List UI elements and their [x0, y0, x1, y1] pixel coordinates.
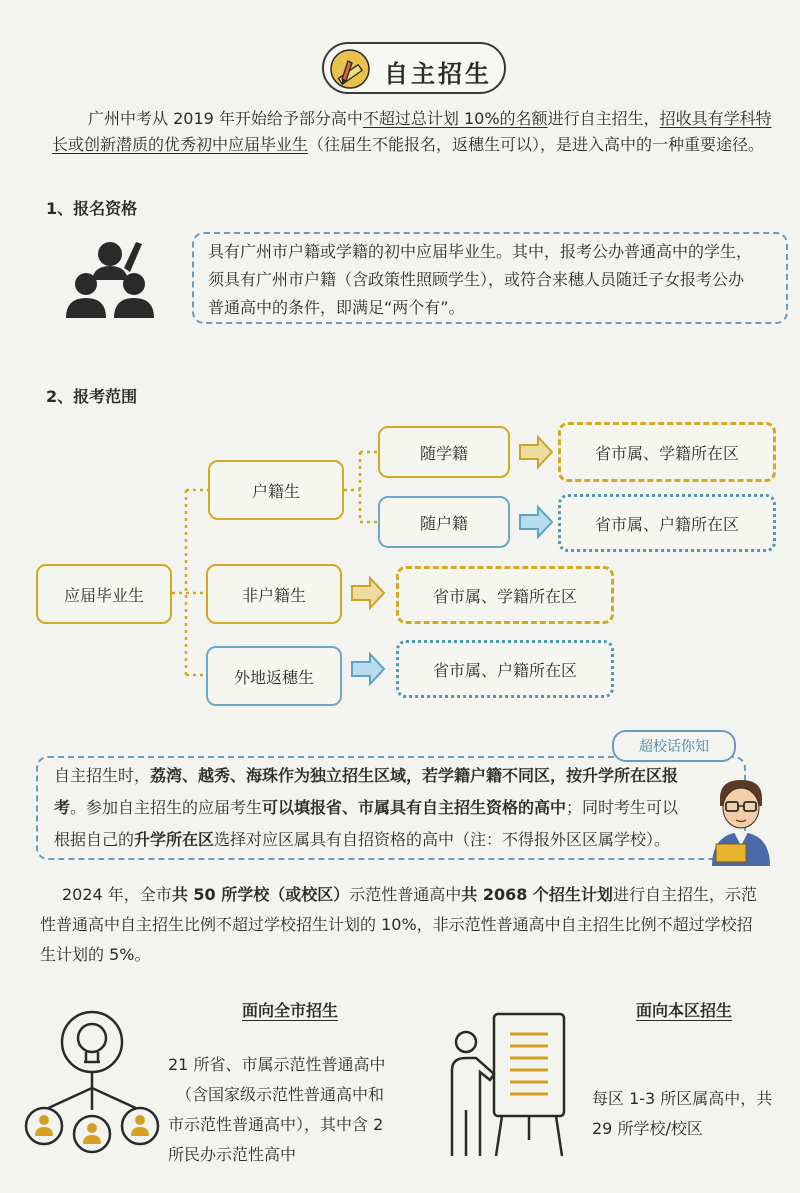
flow-result-3: 省市属、学籍所在区 [396, 566, 614, 624]
network-lightbulb-icon [22, 1010, 172, 1160]
flow-sub-follow-hukou: 随户籍 [378, 496, 510, 548]
flow-result-4: 省市属、户籍所在区 [396, 640, 614, 698]
citywide-desc [168, 1050, 418, 1170]
stats-highlight-1: 共 50 所学校（或校区） [171, 885, 350, 904]
flow-branch-local-hukou: 户籍生 [208, 460, 344, 520]
tip-text-4: 根据自己的 [54, 830, 135, 849]
stats-text-3: 进行自主招生，示范 [612, 885, 757, 904]
flow-branch-returnee: 外地返穗生 [206, 646, 342, 706]
stats-paragraph [40, 880, 780, 970]
stats-highlight-2: 共 2068 个招生计划 [461, 885, 613, 904]
flow-root-graduates: 应届毕业生 [36, 564, 172, 624]
stats-line-3: 生计划的 5%。 [40, 945, 151, 964]
eligibility-line-3: 普通高中的条件，即满足“两个有”。 [208, 298, 465, 317]
teacher-reading-icon [706, 776, 776, 866]
citywide-line-2: （含国家级示范性普通高中和 [176, 1085, 385, 1104]
section-eligibility-heading: 1、报名资格 [46, 199, 138, 218]
district-line-1: 每区 1-3 所区属高中，共 [592, 1089, 773, 1108]
intro-quota: 不超过总计划 10%的名额 [362, 109, 548, 128]
eligibility-line-1: 具有广州市户籍或学籍的初中应届毕业生。其中，报考公办普通高中的学生， [208, 242, 753, 261]
flow-sub-follow-xueji: 随学籍 [378, 426, 510, 478]
flow-result-2: 省市属、户籍所在区 [558, 494, 776, 552]
intro-text: 广州中考从 2019 年开始给予部分高中 [88, 109, 363, 128]
stats-line-2: 性普通高中自主招生比例不超过学校招生计划的 10%，非示范性普通高中自主招生比例不超过学校招 [40, 915, 753, 934]
district-desc [592, 1084, 792, 1144]
presenter-board-icon [446, 1010, 586, 1160]
citywide-line-1: 21 所省、市属示范性普通高中 [168, 1055, 386, 1074]
eligibility-line-2: 须具有广州市户籍（含政策性照顾学生），或符合来穗人员随迁子女报考公办 [208, 270, 745, 289]
section-scope-heading: 2、报考范围 [46, 387, 138, 406]
tip-text-3: ；同时考生可以 [566, 798, 679, 817]
stats-text: 2024 年，全市 [62, 885, 172, 904]
tip-badge: 超校话你知 [612, 730, 736, 762]
citywide-line-4: 所民办示范性高中 [168, 1145, 297, 1164]
citywide-line-3: 市示范性普通高中），其中含 2 [168, 1115, 384, 1134]
tip-text: 自主招生时， [54, 766, 151, 785]
tip-text-5: 选择对应区属具有自招资格的高中（注：不得报外区区属学校）。 [214, 830, 671, 849]
intro-text-3: （往届生不能报名，返穗生可以），是进入高中的一种重要途径。 [308, 135, 765, 154]
citywide-heading: 面向全市招生 [242, 1001, 339, 1020]
stats-text-2: 示范性普通高中 [349, 885, 462, 904]
tip-highlight-3: 可以填报省、市属具有自主招生资格的高中 [262, 798, 567, 817]
tip-text-2: 。参加自主招生的应届考生 [70, 798, 263, 817]
intro-target: 招收具有学科特 [659, 109, 772, 128]
district-line-2: 29 所学校/校区 [592, 1119, 703, 1138]
intro-text-2: 进行自主招生， [547, 109, 660, 128]
tip-highlight-1: 荔湾、越秀、海珠作为独立招生区域，若学籍户籍不同区，按升学所在区报 [150, 766, 679, 785]
page-title: 自主招生 [384, 60, 492, 88]
tip-highlight-2: 考 [54, 798, 71, 817]
flow-result-1: 省市属、学籍所在区 [558, 422, 776, 482]
flow-branch-non-hukou: 非户籍生 [206, 564, 342, 624]
district-heading: 面向本区招生 [636, 1001, 733, 1020]
tip-highlight-4: 升学所在区 [134, 830, 215, 849]
tip-box [36, 756, 746, 860]
intro-target-2: 长或创新潜质的优秀初中应届毕业生 [52, 135, 309, 154]
